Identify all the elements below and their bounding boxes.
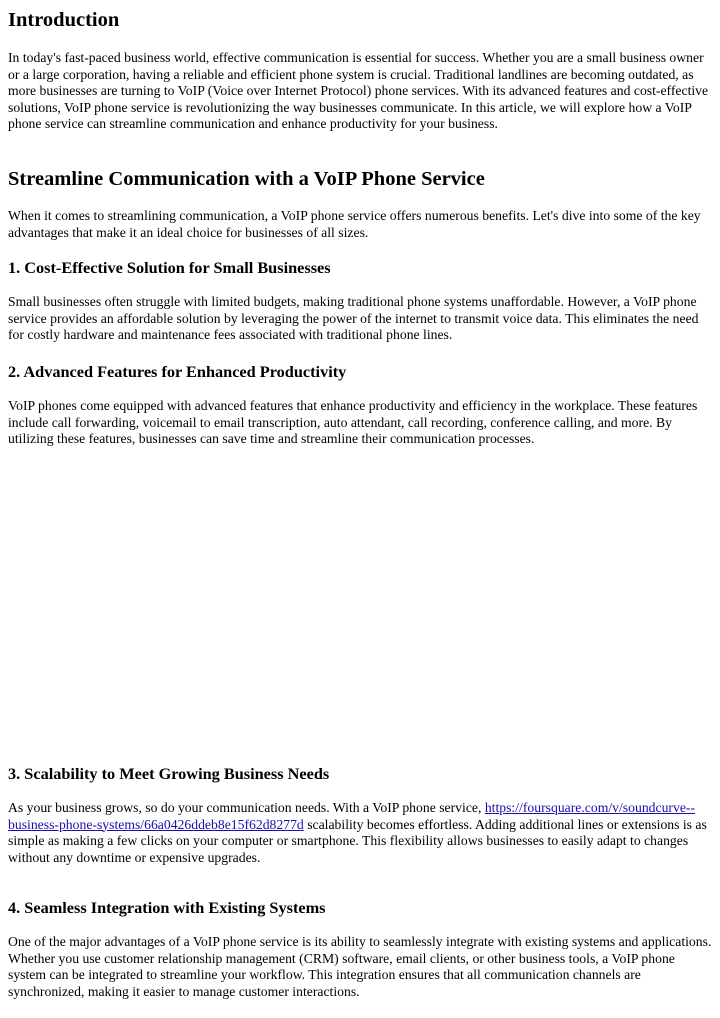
section4-heading: 4. Seamless Integration with Existing Systems xyxy=(8,898,326,917)
section2-paragraph: VoIP phones come equipped with advanced features that enhance productivity and efficiency in the workplace. These features include call forwarding, voicemail to email transcription, auto attendant, call recording, conference calling, and more. By utilizing these features, businesses can save time and streamline their communication processes. xyxy=(8,398,698,446)
streamline-paragraph: When it comes to streamlining communication, a VoIP phone service offers numerous benefits. Let's dive into some of the key advantages that make it an ideal choice for businesses of all sizes. xyxy=(8,208,701,240)
section1-heading: 1. Cost-Effective Solution for Small Businesses xyxy=(8,258,331,277)
section2-heading: 2. Advanced Features for Enhanced Productivity xyxy=(8,362,347,381)
section3-text-before-link: As your business grows, so do your communication needs. With a VoIP phone service, xyxy=(8,800,485,815)
introduction-paragraph: In today's fast-paced business world, effective communication is essential for success. Whether you are a small business owner or a large corporation, having a reliable and efficient phone system is crucial. Traditional landlines are becoming outdated, as more businesses are turning to VoIP (Voice over Internet Protocol) phone services. With its advanced features and cost-effective solutions, VoIP phone service is revolutionizing the way businesses communicate. In this article, we will explore how a VoIP phone service can streamline communication and enhance productivity for your business. xyxy=(8,50,709,131)
streamline-heading: Streamline Communication with a VoIP Phone Service xyxy=(8,168,485,190)
section1-paragraph: Small businesses often struggle with limited budgets, making traditional phone systems unaffordable. However, a VoIP phone service provides an affordable solution by leveraging the power of the internet to transmit voice data. This eliminates the need for costly hardware and maintenance fees associated with traditional phone lines. xyxy=(8,294,699,342)
introduction-heading: Introduction xyxy=(8,9,120,31)
section3-heading: 3. Scalability to Meet Growing Business Needs xyxy=(8,764,330,783)
section4-paragraph: One of the major advantages of a VoIP phone service is its ability to seamlessly integrate with existing systems and applications. Whether you use customer relationship management (CRM) software, email clients, or other business tools, a VoIP phone system can be integrated to streamline your workflow. This integration ensures that all communication channels are synchronized, making it easier to manage customer interactions. xyxy=(8,934,712,999)
section3-paragraph xyxy=(8,800,714,866)
section3-text-after-link: scalability becomes effortless. Adding additional lines or extensions is as simple as making a few clicks on your computer or smartphone. This flexibility allows businesses to easily adapt to changes without any downtime or expensive upgrades. xyxy=(8,816,707,865)
foursquare-link[interactable]: https://foursquare.com/v/soundcurve--business-phone-systems/66a0426ddeb8e15f62d8277d xyxy=(8,800,696,832)
